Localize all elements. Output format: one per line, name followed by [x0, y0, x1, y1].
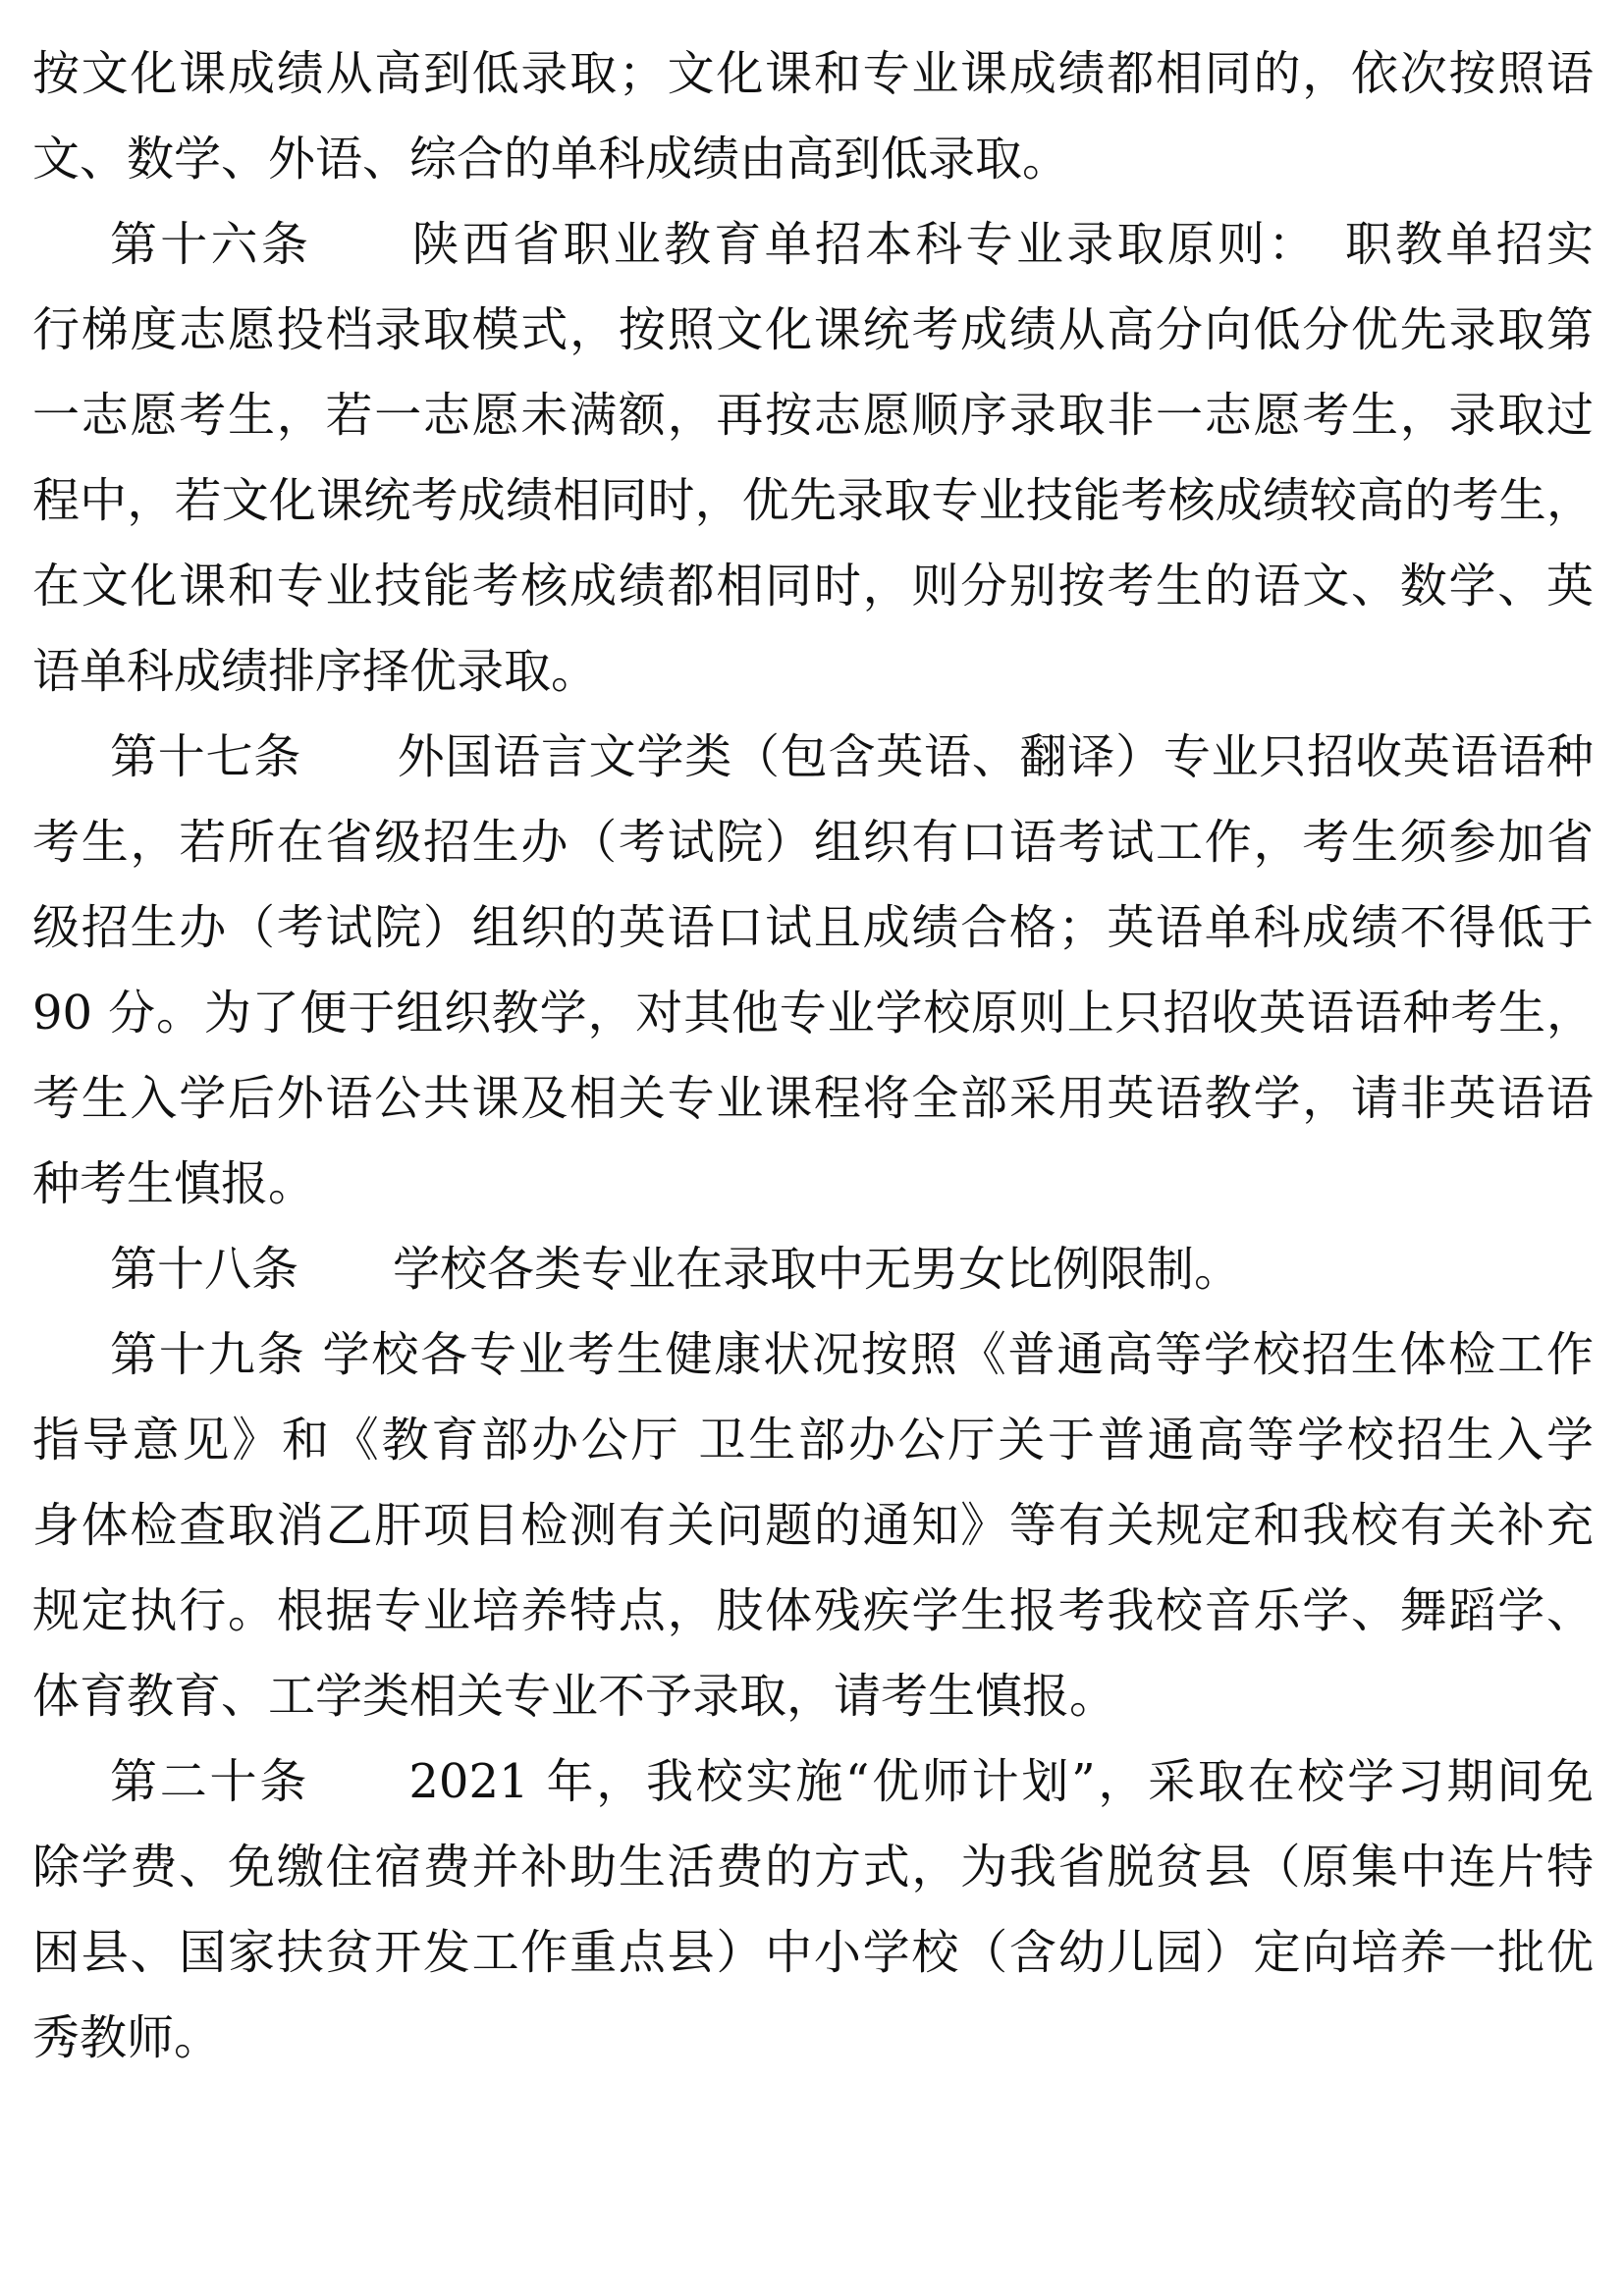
paragraph	[32, 1227, 1594, 1312]
text-line: 程中，若文化课统考成绩相同时，优先录取专业技能考核成绩较高的考生，	[32, 473, 1594, 528]
text-line: 困县、国家扶贫开发工作重点县）中小学校（含幼儿园）定向培养一批优	[32, 1925, 1594, 1980]
text-line: 按文化课成绩从高到低录取；文化课和专业课成绩都相同的，依次按照语	[32, 46, 1594, 101]
paragraph	[32, 31, 1594, 202]
text-line: 种考生慎报。	[32, 1156, 316, 1211]
text-line: 规定执行。根据专业培养特点，肢体残疾学生报考我校音乐学、舞蹈学、	[32, 1583, 1594, 1638]
text-line: 文、数学、外语、综合的单科成绩由高到低录取。	[32, 132, 1070, 187]
text-line: 第十七条 外国语言文学类（包含英语、翻译）专业只招收英语语种	[110, 729, 1594, 784]
text-line: 第二十条 2021 年，我校实施“优师计划”，采取在校学习期间免	[110, 1754, 1594, 1809]
text-line: 除学费、免缴住宿费并补助生活费的方式，为我省脱贫县（原集中连片特	[32, 1840, 1594, 1895]
document-body	[32, 31, 1594, 2081]
text-line: 考生入学后外语公共课及相关专业课程将全部采用英语教学，请非英语语	[32, 1071, 1594, 1126]
text-line: 90 分。为了便于组织教学，对其他专业学校原则上只招收英语语种考生，	[32, 986, 1594, 1041]
paragraph	[32, 202, 1594, 715]
text-line: 语单科成绩排序择优录取。	[32, 644, 599, 699]
text-line: 行梯度志愿投档录取模式，按照文化课统考成绩从高分向低分优先录取第	[32, 302, 1594, 357]
text-line: 在文化课和专业技能考核成绩都相同时，则分别按考生的语文、数学、英	[32, 559, 1594, 614]
text-line: 秀教师。	[32, 2010, 222, 2065]
paragraph	[32, 1739, 1594, 2081]
paragraph	[32, 1312, 1594, 1739]
text-line: 第十六条 陕西省职业教育单招本科专业录取原则： 职教单招实	[110, 217, 1594, 272]
text-line: 指导意见》和《教育部办公厅 卫生部办公厅关于普通高等学校招生入学	[32, 1413, 1594, 1468]
text-line: 一志愿考生，若一志愿未满额，再按志愿顺序录取非一志愿考生，录取过	[32, 388, 1594, 443]
text-line: 身体检查取消乙肝项目检测有关问题的通知》等有关规定和我校有关补充	[32, 1498, 1594, 1553]
paragraph	[32, 715, 1594, 1227]
text-line: 第十九条 学校各专业考生健康状况按照《普通高等学校招生体检工作	[110, 1327, 1594, 1382]
text-line: 体育教育、工学类相关专业不予录取，请考生慎报。	[32, 1669, 1117, 1724]
text-line: 第十八条 学校各类专业在录取中无男女比例限制。	[110, 1242, 1242, 1297]
text-line: 级招生办（考试院）组织的英语口试且成绩合格；英语单科成绩不得低于	[32, 900, 1594, 955]
text-line: 考生，若所在省级招生办（考试院）组织有口语考试工作，考生须参加省	[32, 815, 1594, 870]
